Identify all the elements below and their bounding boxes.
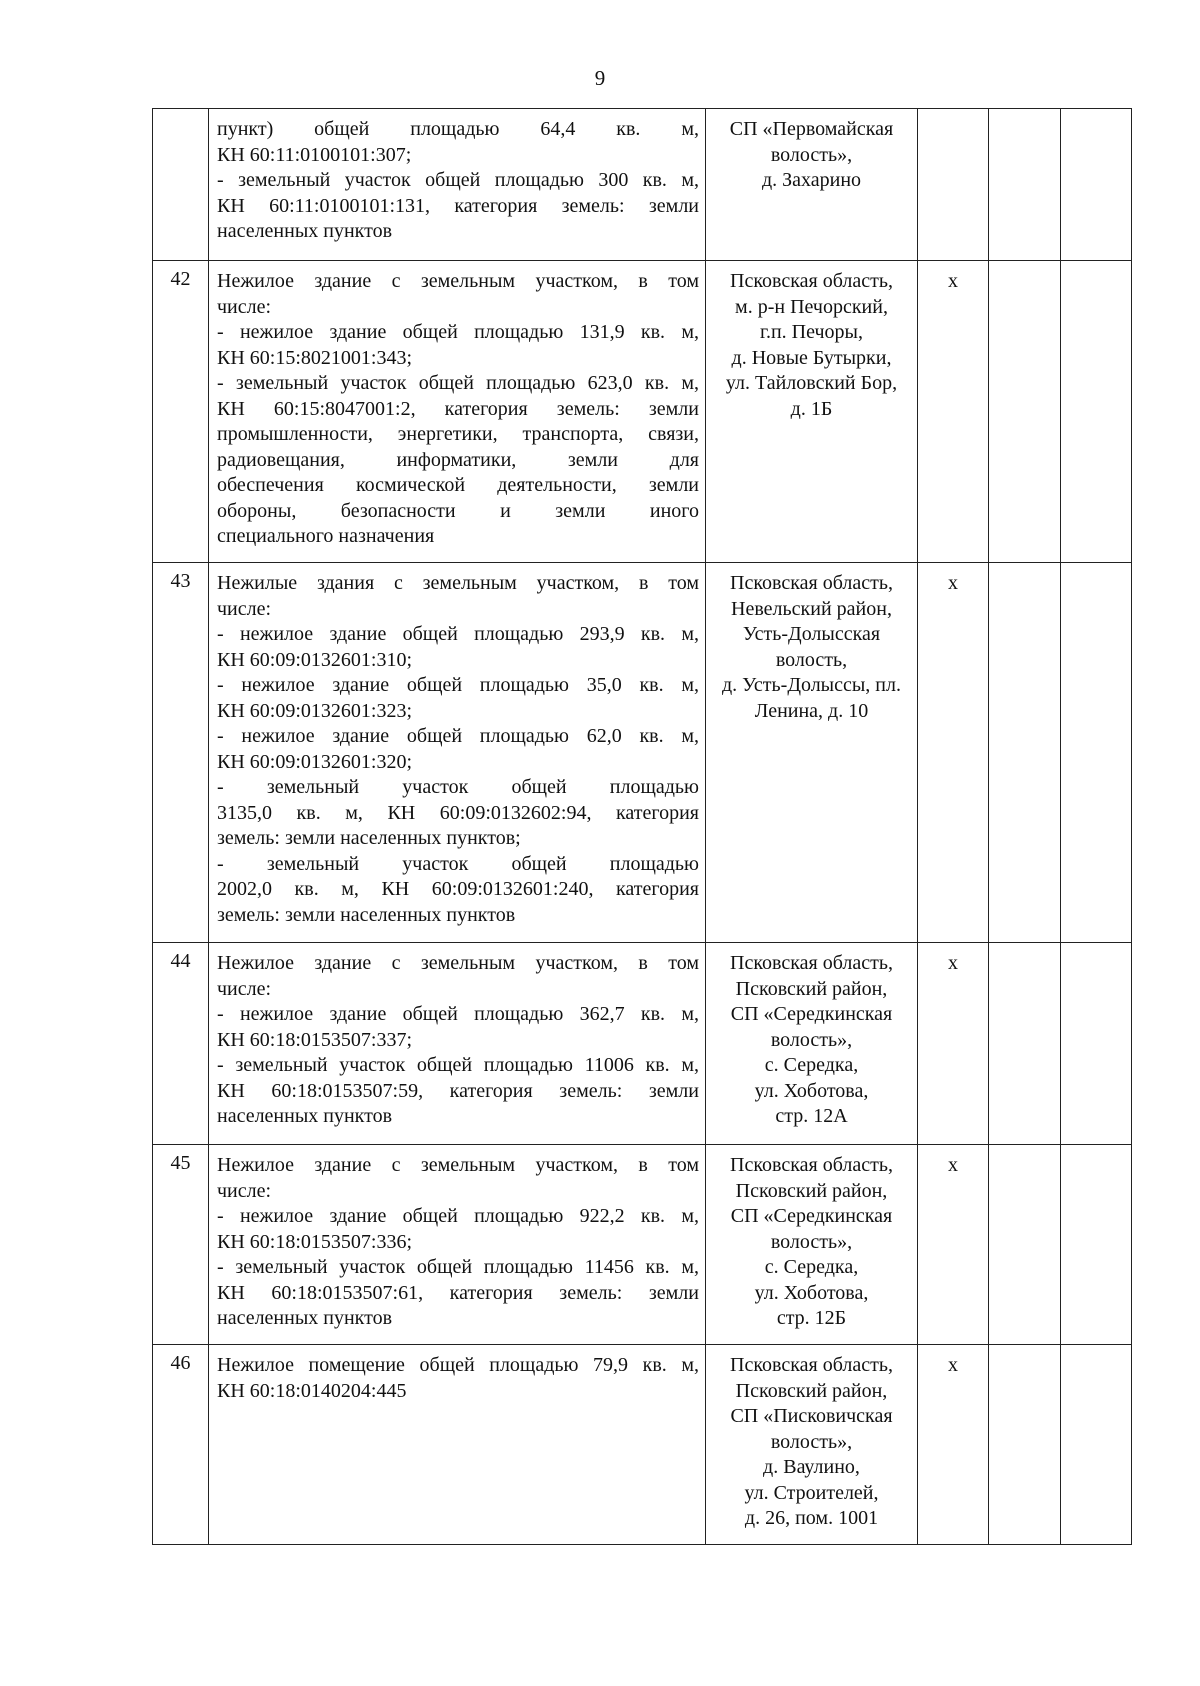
address-line: ул. Строителей,	[744, 1481, 879, 1504]
description-line: КН 60:18:0153507:61, категория земель: земли	[217, 1281, 699, 1304]
empty-cell	[1061, 1345, 1132, 1545]
description-line: - нежилое здание общей площадью 131,9 кв. м,	[217, 321, 699, 343]
description-line: - земельный участок общей площадью 11456 кв. м,	[217, 1256, 699, 1278]
table-body	[153, 109, 1132, 1545]
property-address	[706, 109, 918, 261]
table-row	[153, 563, 1132, 943]
address-line: Ленина, д. 10	[754, 699, 869, 722]
address-line: волость,	[775, 648, 848, 671]
address-line: волость»,	[770, 143, 853, 166]
empty-cell	[989, 1145, 1061, 1345]
address-line: Псковская область,	[730, 572, 893, 594]
description-line: КН 60:15:8047001:2, категория земель: земли	[217, 397, 699, 420]
row-number: 45	[153, 1145, 209, 1345]
row-number: 46	[153, 1345, 209, 1545]
address-line: ул. Тайловский Бор,	[725, 372, 898, 394]
address-line: СП «Первомайская	[729, 118, 894, 140]
description-line: населенных пунктов	[217, 220, 393, 242]
empty-cell	[989, 1345, 1061, 1545]
address-line: СП «Писковичская	[730, 1405, 893, 1427]
address-line: д. Усть-Долыссы, пл.	[721, 674, 901, 696]
empty-cell	[989, 109, 1061, 261]
address-line: м. р-н Печорский,	[735, 295, 888, 318]
address-line: ул. Хоботова,	[754, 1281, 869, 1304]
description-line: 2002,0 кв. м, КН 60:09:0132601:240, категория	[217, 878, 699, 900]
description-line: - нежилое здание общей площадью 35,0 кв. м,	[217, 674, 699, 696]
empty-cell	[1061, 563, 1132, 943]
empty-cell	[1061, 1145, 1132, 1345]
property-table	[152, 108, 1132, 1545]
address-line: Псковская область,	[730, 952, 893, 974]
address-line: Усть-Долысская	[742, 623, 881, 645]
property-description	[209, 943, 706, 1145]
description-line: КН 60:11:0100101:131, категория земель: земли	[217, 194, 699, 217]
description-line: КН 60:18:0153507:336;	[217, 1230, 413, 1253]
address-line: г.п. Печоры,	[760, 321, 863, 343]
address-line: д. 1Б	[790, 397, 833, 420]
address-line: Псковская область,	[730, 1354, 893, 1376]
description-line: населенных пунктов	[217, 1105, 393, 1127]
row-number: 43	[153, 563, 209, 943]
description-line: КН 60:18:0153507:337;	[217, 1028, 413, 1051]
property-description	[209, 261, 706, 563]
address-line: стр. 12А	[775, 1105, 848, 1127]
address-line: Псковский район,	[735, 1179, 888, 1202]
description-line: числе:	[217, 295, 272, 318]
property-address	[706, 563, 918, 943]
description-line: числе:	[217, 977, 272, 1000]
property-description	[209, 1345, 706, 1545]
description-line: КН 60:18:0140204:445	[217, 1379, 407, 1402]
description-line: 3135,0 кв. м, КН 60:09:0132602:94, категория	[217, 801, 699, 824]
property-address	[706, 1145, 918, 1345]
description-line: Нежилые здания с земельным участком, в том	[217, 572, 699, 594]
address-line: СП «Середкинская	[730, 1003, 893, 1025]
description-line: КН 60:18:0153507:59, категория земель: земли	[217, 1079, 699, 1102]
description-line: промышленности, энергетики, транспорта, связи,	[217, 423, 699, 445]
description-line: - нежилое здание общей площадью 293,9 кв. м,	[217, 623, 699, 645]
address-line: д. 26, пом. 1001	[744, 1507, 879, 1529]
table-row	[153, 943, 1132, 1145]
address-line: Псковский район,	[735, 1379, 888, 1402]
address-line: д. Захарино	[761, 169, 862, 191]
address-line: волость»,	[770, 1230, 853, 1253]
description-line: Нежилое помещение общей площадью 79,9 кв. м,	[217, 1354, 699, 1376]
table-row	[153, 1145, 1132, 1345]
row-number: 44	[153, 943, 209, 1145]
empty-cell	[989, 261, 1061, 563]
description-line: земель: земли населенных пунктов;	[217, 827, 521, 849]
address-line: ул. Хоботова,	[754, 1079, 869, 1102]
property-address	[706, 261, 918, 563]
property-description	[209, 1145, 706, 1345]
empty-cell	[1061, 109, 1132, 261]
mark-cell	[918, 109, 989, 261]
table-row	[153, 109, 1132, 261]
description-line: - нежилое здание общей площадью 362,7 кв. м,	[217, 1003, 699, 1025]
description-line: обороны, безопасности и земли иного	[217, 499, 699, 522]
description-line: земель: земли населенных пунктов	[217, 903, 516, 926]
address-line: СП «Середкинская	[730, 1205, 893, 1227]
description-line: Нежилое здание с земельным участком, в том	[217, 270, 699, 292]
address-line: Псковская область,	[730, 270, 893, 292]
description-line: числе:	[217, 1179, 272, 1202]
address-line: Псковская область,	[730, 1154, 893, 1176]
empty-cell	[989, 563, 1061, 943]
description-line: специального назначения	[217, 525, 435, 547]
page-number: 9	[594, 66, 606, 90]
description-line: обеспечения космической деятельности, земли	[217, 474, 699, 496]
mark-cell: х	[918, 1145, 989, 1345]
description-line: КН 60:11:0100101:307;	[217, 143, 412, 166]
description-line: радиовещания, информатики, земли для	[217, 448, 699, 471]
description-line: - нежилое здание общей площадью 922,2 кв. м,	[217, 1205, 699, 1227]
description-line: - земельный участок общей площадью	[217, 776, 699, 798]
address-line: д. Новые Бутырки,	[731, 346, 892, 369]
address-line: волость»,	[770, 1028, 853, 1051]
property-address	[706, 1345, 918, 1545]
mark-cell: х	[918, 563, 989, 943]
description-line: Нежилое здание с земельным участком, в том	[217, 1154, 699, 1176]
address-line: Невельский район,	[731, 597, 892, 620]
table-row	[153, 1345, 1132, 1545]
property-address	[706, 943, 918, 1145]
mark-cell: х	[918, 943, 989, 1145]
description-line: Нежилое здание с земельным участком, в том	[217, 952, 699, 974]
row-number	[153, 109, 209, 261]
description-line: - земельный участок общей площадью 300 кв. м,	[217, 169, 699, 191]
address-line: Псковский район,	[735, 977, 888, 1000]
mark-cell: х	[918, 1345, 989, 1545]
address-line: волость»,	[770, 1430, 853, 1453]
address-line: с. Середка,	[764, 1054, 859, 1076]
description-line: - нежилое здание общей площадью 62,0 кв. м,	[217, 725, 699, 747]
description-line: населенных пунктов	[217, 1307, 393, 1329]
description-line: КН 60:09:0132601:323;	[217, 699, 413, 722]
address-line: с. Середка,	[764, 1256, 859, 1278]
mark-cell: х	[918, 261, 989, 563]
description-line: числе:	[217, 597, 272, 620]
empty-cell	[1061, 943, 1132, 1145]
description-line: пункт) общей площадью 64,4 кв. м,	[217, 118, 699, 140]
address-line: д. Ваулино,	[763, 1456, 860, 1478]
property-description	[209, 563, 706, 943]
row-number: 42	[153, 261, 209, 563]
table-row	[153, 261, 1132, 563]
description-line: - земельный участок общей площадью	[217, 852, 699, 875]
description-line: КН 60:15:8021001:343;	[217, 346, 413, 369]
property-description	[209, 109, 706, 261]
empty-cell	[989, 943, 1061, 1145]
description-line: - земельный участок общей площадью 623,0 кв. м,	[217, 372, 699, 394]
empty-cell	[1061, 261, 1132, 563]
description-line: КН 60:09:0132601:320;	[217, 750, 413, 773]
description-line: КН 60:09:0132601:310;	[217, 648, 413, 671]
address-line: стр. 12Б	[776, 1307, 847, 1329]
description-line: - земельный участок общей площадью 11006 кв. м,	[217, 1054, 699, 1076]
